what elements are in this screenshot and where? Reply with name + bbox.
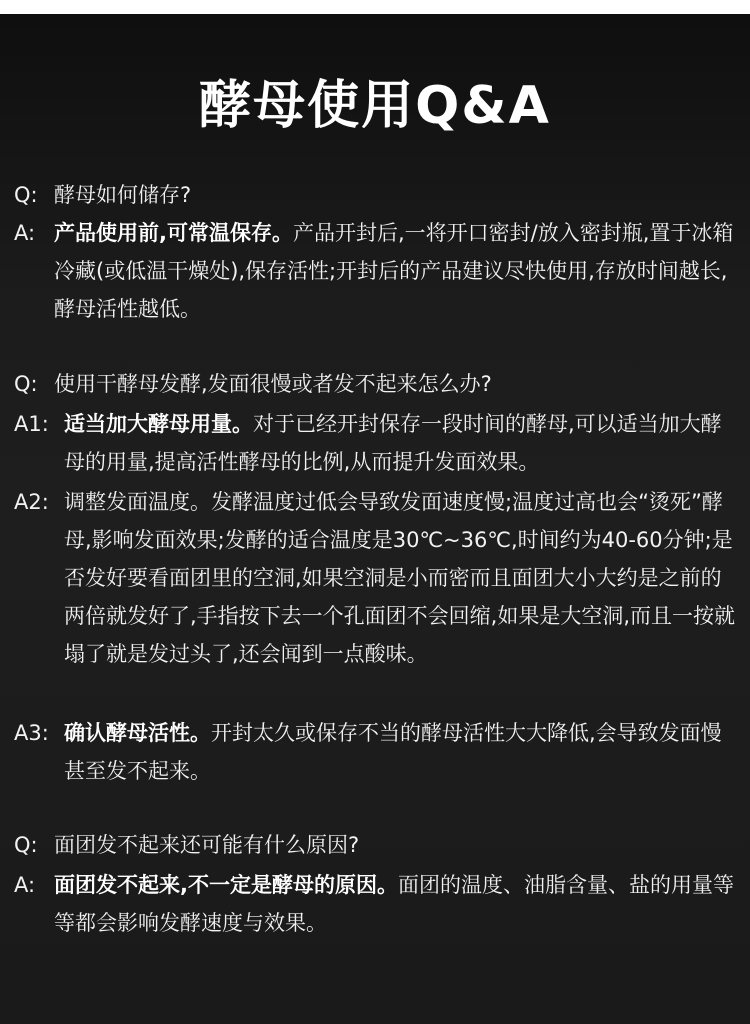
page-title: 酵母使用Q&A [199,76,551,136]
answer-bold-text: 产品使用前,可常温保存。 [54,221,293,245]
answer-text: 对于已经开封保存一段时间的酵母,可以适当加大酵母的用量,提高活性酵母的比例,从而提升发面效果。 [64,412,722,474]
answer-a3 [14,714,740,790]
answer-tag: A: [14,873,36,897]
question-text: 使用干酵母发酵,发面很慢或者发不起来怎么办? [54,372,492,396]
answer-other-causes [14,866,740,942]
question-slow-rise [14,365,740,403]
answer-body [64,405,740,481]
answer-body [54,214,740,328]
question-other-causes [14,826,740,864]
answer-body [54,866,740,942]
answer-tag: A3: [14,721,49,745]
question-tag: Q: [14,183,38,207]
top-strip [0,0,750,14]
answer-text: 面团的温度、油脂含量、盐的用量等等都会影响发酵速度与效果。 [54,873,734,935]
answer-text: 产品开封后,一将开口密封/放入密封瓶,置于冰箱冷藏(或低温干燥处),保存活性;开封后的产品建议尽快使用,存放时间越长,酵母活性越低。 [54,221,734,321]
answer-storage [14,214,740,328]
answer-tag: A: [14,221,36,245]
question-tag: Q: [14,372,38,396]
answer-tag: A1: [14,412,49,436]
answer-tag: A2: [14,490,49,514]
answer-body [64,483,740,673]
question-text: 酵母如何储存? [54,183,192,207]
question-storage [14,176,740,214]
answer-a1 [14,405,740,481]
answer-bold-text: 适当加大酵母用量。 [64,412,253,436]
question-tag: Q: [14,833,38,857]
answer-bold-text: 面团发不起来,不一定是酵母的原因。 [54,873,398,897]
answer-bold-text: 确认酵母活性。 [64,721,211,745]
answer-text: 调整发面温度。发酵温度过低会导致发面速度慢;温度过高也会“烫死”酵母,影响发面效果;发酵的适合温度是30℃~36℃,时间约为40-60分钟;是否发好要看面团里的空洞,如果空洞是小而密而且面团大小大约是之前的两倍就发好了,手指按下去一个孔面团不会回缩,如果是大空洞,而且一按就塌了就是发过头了,还会闻到一点酸味。 [64,490,736,666]
answer-a2 [14,483,740,673]
answer-text: 开封太久或保存不当的酵母活性大大降低,会导致发面慢甚至发不起来。 [64,721,722,783]
answer-body [64,714,740,790]
question-text: 面团发不起来还可能有什么原因? [54,833,360,857]
